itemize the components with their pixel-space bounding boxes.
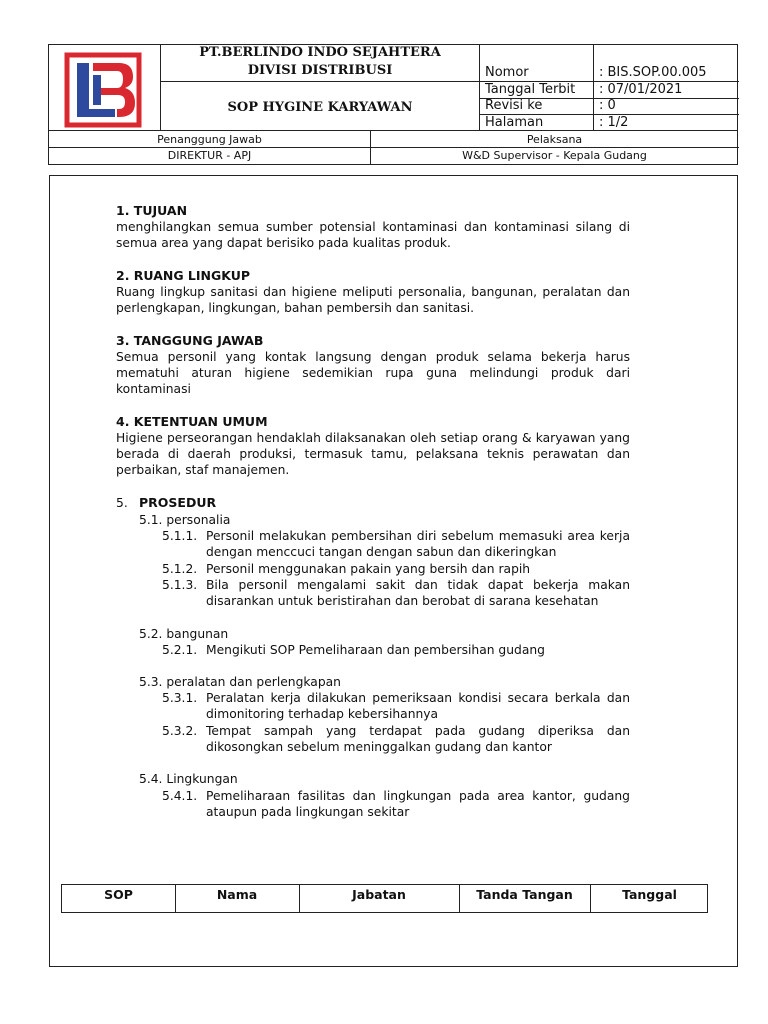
item-5-2-1-number: 5.2.1.: [162, 643, 198, 657]
item-5-1-2-text: Personil menggunakan pakain yang bersih dan rapih: [206, 562, 531, 576]
item-5-1-1-number: 5.1.1.: [162, 529, 198, 543]
pj-value: DIREKTUR - APJ: [167, 149, 252, 162]
meta-label-tanggal: Tanggal Terbit: [485, 82, 576, 97]
meta-label-nomor: Nomor: [485, 65, 529, 80]
meta-label-revisi: Revisi ke: [485, 98, 543, 113]
meta-value-revisi: : 0: [599, 98, 616, 113]
subsection-5-3-title: 5.3. peralatan dan perlengkapan: [139, 675, 341, 689]
sig-header-sop: SOP: [104, 887, 133, 902]
section-1-body: menghilangkan semua sumber potensial kontaminasi dan kontaminasi silang di semua area yang dapat berisiko pada kualitas produk.: [116, 220, 630, 251]
company-name: PT.BERLINDO INDO SEJAHTERA: [199, 45, 441, 60]
document-title: SOP HYGINE KARYAWAN: [227, 100, 413, 115]
section-5-number: 5.: [116, 496, 128, 510]
item-5-3-2-number: 5.3.2.: [162, 724, 198, 738]
item-5-1-2-number: 5.1.2.: [162, 562, 198, 576]
section-2-body: Ruang lingkup sanitasi dan higiene meliputi personalia, bangunan, peralatan dan perlengkapan, lingkungan, bahan pembersih dan sanitasi.: [116, 285, 630, 316]
pj-label: Penanggung Jawab: [157, 133, 262, 146]
sig-header-tanda-tangan: Tanda Tangan: [476, 887, 573, 902]
section-2-title: 2. RUANG LINGKUP: [116, 268, 251, 283]
section-4-body: Higiene perseorangan hendaklah dilaksanakan oleh setiap orang & karyawan yang berada di daerah produksi, termasuk tamu, pelaksana teknis perawatan dan perbaikan, staf manajemen.: [116, 431, 630, 478]
item-5-3-1-number: 5.3.1.: [162, 691, 198, 705]
subsection-5-1-title: 5.1. personalia: [139, 513, 231, 527]
meta-value-tanggal: : 07/01/2021: [599, 82, 683, 97]
meta-value-nomor: : BIS.SOP.00.005: [599, 65, 707, 80]
sig-header-jabatan: Jabatan: [352, 887, 406, 902]
sig-header-nama: Nama: [216, 887, 258, 902]
sig-header-tanggal: Tanggal: [622, 887, 677, 902]
document-header: [48, 44, 738, 131]
section-5-title: PROSEDUR: [139, 495, 217, 510]
responsibility-table: [48, 131, 738, 165]
pelaksana-label: Pelaksana: [526, 133, 583, 146]
item-5-2-1-text: Mengikuti SOP Pemeliharaan dan pembersihan gudang: [206, 643, 545, 657]
subsection-5-2-title: 5.2. bangunan: [139, 627, 229, 641]
section-3-body: Semua personil yang kontak langsung dengan produk selama bekerja harus mematuhi aturan higiene sedemikian rupa guna melindungi produk dari kontaminasi: [116, 350, 630, 397]
section-3-title: 3. TANGGUNG JAWAB: [116, 333, 264, 348]
section-1-title: 1. TUJUAN: [116, 203, 188, 218]
pelaksana-value: W&D Supervisor - Kepala Gudang: [462, 149, 647, 162]
item-5-4-1-text: Pemeliharaan fasilitas dan lingkungan pada area kantor, gudang ataupun pada lingkungan sekitar: [206, 789, 630, 820]
item-5-1-1-text: Personil melakukan pembersihan diri sebelum memasuki area kerja dengan menccuci tangan dengan sabun dan dikeringkan: [206, 529, 630, 560]
item-5-1-3-number: 5.1.3.: [162, 578, 198, 592]
item-5-4-1-number: 5.4.1.: [162, 789, 198, 803]
company-logo-icon: [63, 51, 143, 129]
section-4-title: 4. KETENTUAN UMUM: [116, 414, 268, 429]
item-5-3-2-text: Tempat sampah yang terdapat pada gudang diperiksa dan dikosongkan sebelum meninggalkan gudang dan kantor: [206, 724, 630, 755]
item-5-1-3-text: Bila personil mengalami sakit dan tidak dapat bekerja makan disarankan untuk beristirahan dan berobat di sarana kesehatan: [206, 578, 630, 609]
item-5-3-1-text: Peralatan kerja dilakukan pemeriksaan kondisi secara berkala dan dimonitoring terhadap kebersihannya: [206, 691, 630, 722]
subsection-5-4-title: 5.4. Lingkungan: [139, 772, 238, 786]
meta-value-halaman: : 1/2: [599, 115, 629, 130]
signature-table: [61, 884, 708, 913]
meta-label-halaman: Halaman: [485, 115, 544, 130]
division-name: DIVISI DISTRIBUSI: [247, 63, 393, 78]
